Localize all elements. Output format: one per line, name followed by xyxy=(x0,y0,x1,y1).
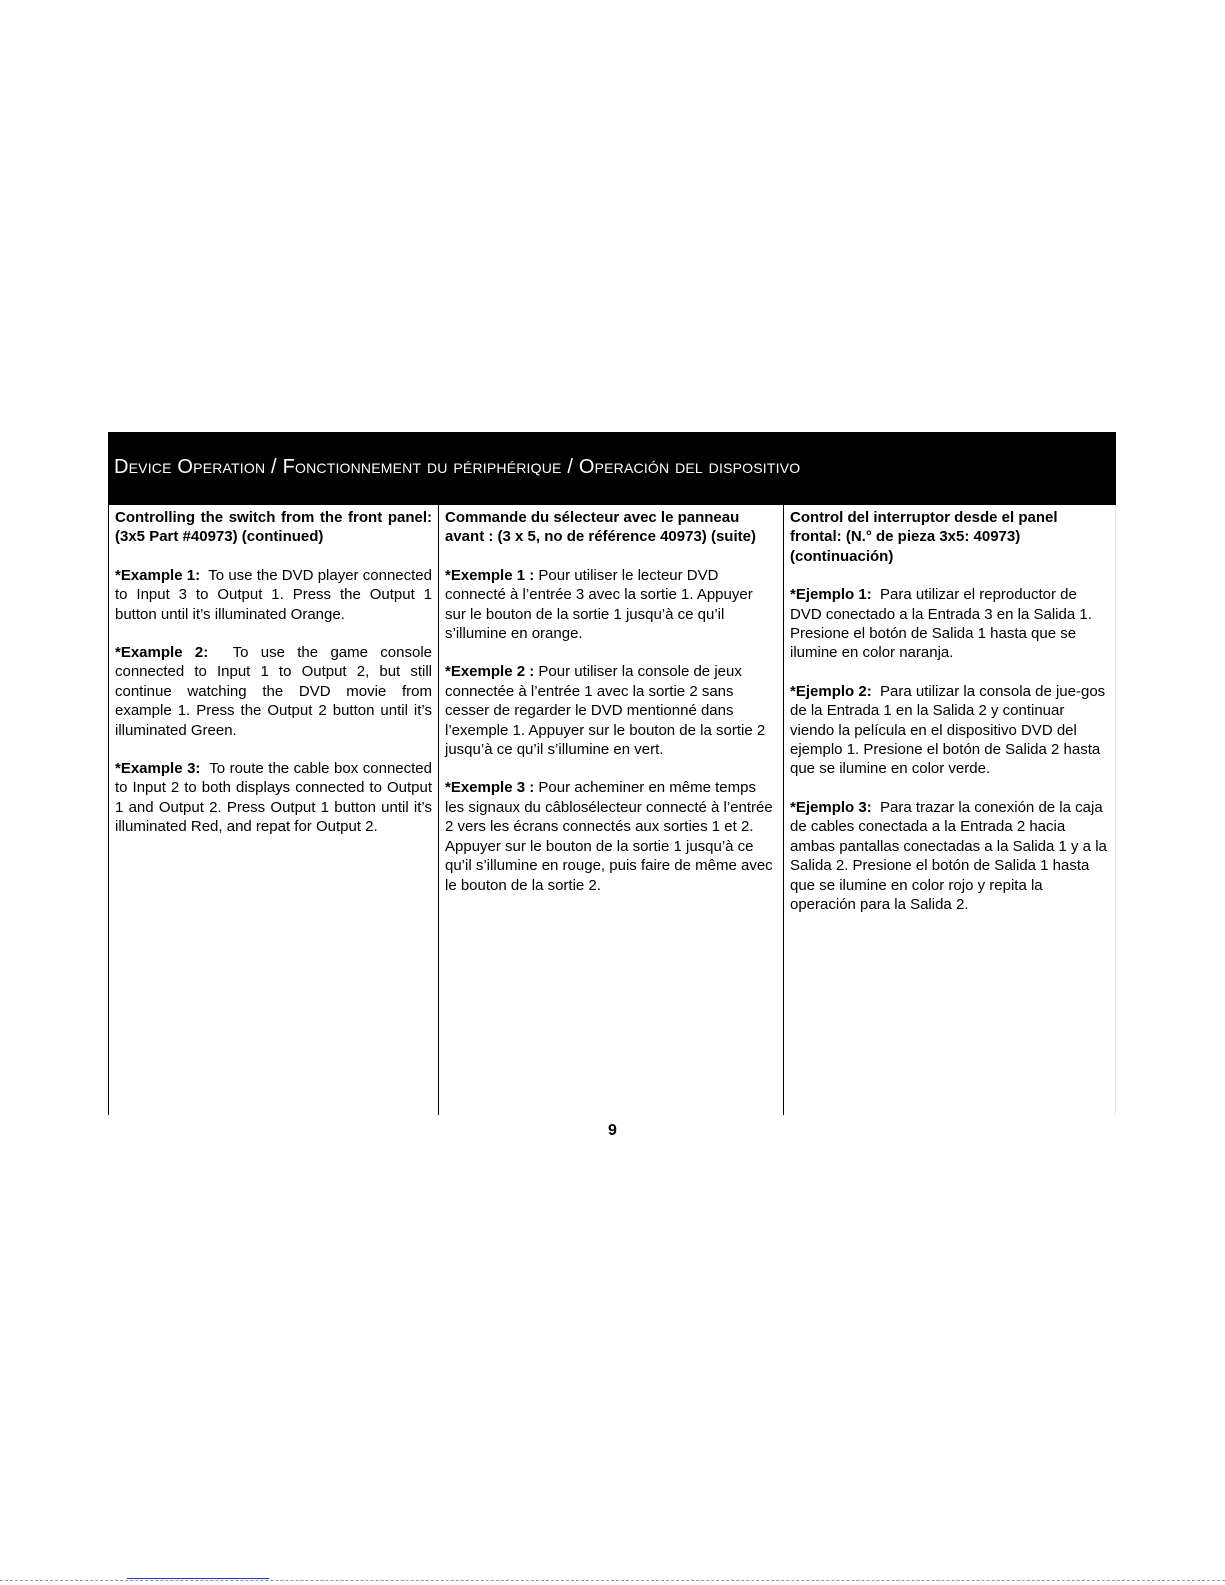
example-paragraph xyxy=(445,778,777,894)
page-bottom-divider xyxy=(0,1580,1225,1581)
example-text: To use the DVD player connected to Input 3 to Output 1. Press the Output 1 button until it’s illuminated Orange. xyxy=(115,566,432,623)
example-paragraph xyxy=(115,759,432,837)
example-label: *Ejemplo 1: xyxy=(790,586,872,604)
column-spanish xyxy=(784,505,1116,1115)
section-title: Device Operation / Fonctionnement du périphérique / Operación del dispositivo xyxy=(114,456,801,478)
column-heading: Controlling the switch from the front panel: (3x5 Part #40973) (continued) xyxy=(115,509,432,546)
example-label: *Example 1: xyxy=(115,566,201,584)
example-paragraph xyxy=(115,566,432,624)
example-label: *Example 2: xyxy=(115,644,209,662)
example-paragraph xyxy=(445,662,777,759)
example-text: Pour acheminer en même temps les signaux du câblosélecteur connecté à l’entrée 2 vers les écrans connectés aux sorties 1 et 2. Appuyer sur le bouton de la sortie 1 jusqu’à ce qu’il s’illumine en rouge, puis faire de même avec le bouton de la sortie 2. xyxy=(445,779,773,894)
example-label: *Exemple 1 : xyxy=(445,566,535,584)
example-paragraph xyxy=(790,798,1109,914)
column-heading: Commande du sélecteur avec le panneau avant : (3 x 5, no de référence 40973) (suite) xyxy=(445,509,756,546)
column-english xyxy=(108,505,439,1115)
example-label: *Exemple 3 : xyxy=(445,779,535,797)
example-label: *Example 3: xyxy=(115,760,201,778)
column-heading: Control del interruptor desde el panel frontal: (N.° de pieza 3x5: 40973) (continuación) xyxy=(790,509,1058,565)
example-label: *Ejemplo 3: xyxy=(790,798,872,816)
example-text: Pour utiliser la console de jeux connectée à l’entrée 1 avec la sortie 2 sans cesser de regarder le DVD mentionné dans l’exemple 1. Appuyer sur le bouton de la sortie 2 jusqu’à ce qu’il s’illumine en vert. xyxy=(445,663,766,759)
example-paragraph xyxy=(445,566,777,644)
section-banner xyxy=(108,432,1116,505)
example-text: To route the cable box connected to Input 2 to both displays connected to Output 1 and Output 2. Press Output 1 button until it’s illuminated Red, and repat for Output 2. xyxy=(115,760,432,836)
example-text: Para utilizar el reproductor de DVD conectado a la Entrada 3 en la Salida 1. Presione el botón de Salida 1 hasta que se ilumine en color naranja. xyxy=(790,586,1092,662)
footer-link-underline xyxy=(127,1578,269,1579)
example-text: Pour utiliser le lecteur DVD connecté à l’entrée 3 avec la sortie 1. Appuyer sur le bouton de la sortie 1 jusqu’à ce qu’il s’illumine en orange. xyxy=(445,566,753,643)
example-text: To use the game console connected to Input 1 to Output 2, but still continue watching the DVD movie from example 1. Press the Output 2 button until it’s illuminated Green. xyxy=(115,644,432,739)
example-label: *Ejemplo 2: xyxy=(790,682,872,700)
example-paragraph xyxy=(115,643,432,740)
page-number: 9 xyxy=(608,1122,617,1139)
example-paragraph xyxy=(790,585,1109,663)
example-text: Para utilizar la consola de jue-gos de la Entrada 1 en la Salida 2 y continuar viendo la película en el dispositivo DVD del ejemplo 1. Presione el botón de Salida 2 hasta que se ilumine en color verde. xyxy=(790,682,1106,778)
example-paragraph xyxy=(790,682,1109,779)
example-text: Para trazar la conexión de la caja de cables conectada a la Entrada 2 hacia ambas pantallas conectadas a la Salida 1 y a la Salida 2. Presione el botón de Salida 1 hasta que se ilumine en color rojo y repita la operación para la Salida 2. xyxy=(790,798,1107,913)
example-label: *Exemple 2 : xyxy=(445,663,535,681)
column-french xyxy=(439,505,784,1115)
